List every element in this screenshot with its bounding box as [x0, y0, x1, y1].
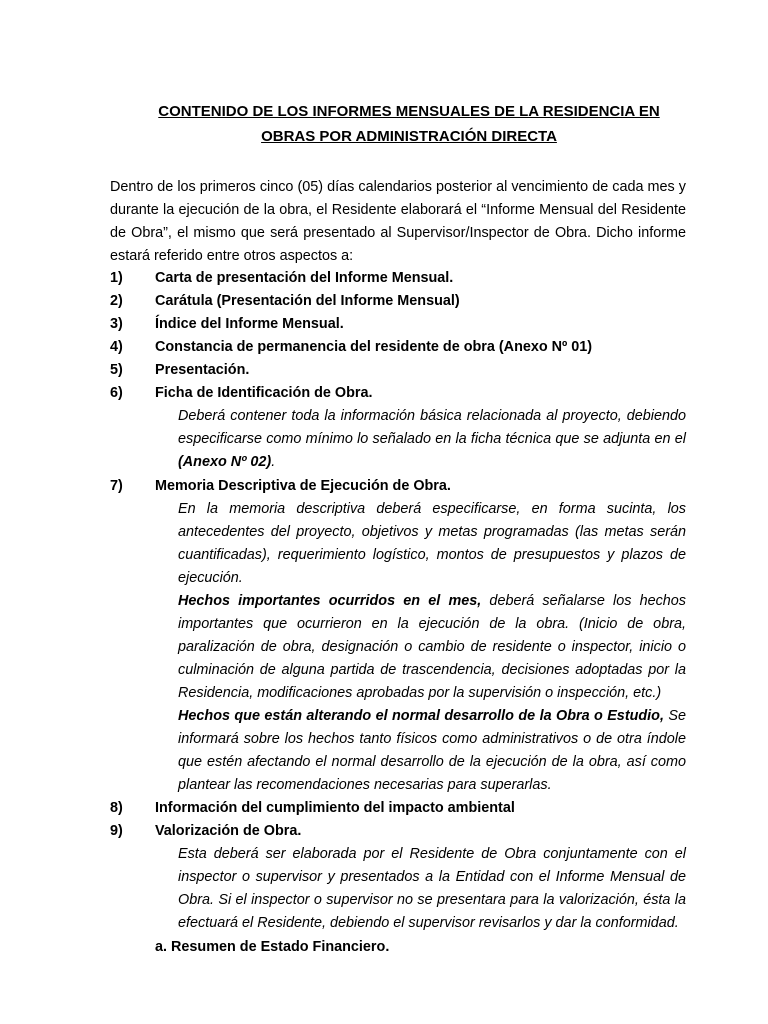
item-number: 9) — [110, 823, 123, 839]
item-number: 8) — [110, 800, 123, 816]
subitem-a: a. Resumen de Estado Financiero. — [155, 939, 390, 955]
altering-facts-heading: Hechos que están alterando el normal desarrollo de la Obra o Estudio, — [178, 708, 664, 724]
item-number: 7) — [110, 478, 123, 494]
altering-facts-text: Se informará sobre los hechos tanto físicos como administrativos o de otra índole que estén afectando el normal desarrollo de la ejecución de la obra, así como plantear las recomendaciones necesarias para superarlas. — [178, 708, 686, 793]
item-number: 5) — [110, 362, 123, 378]
item-6-end: . — [271, 454, 276, 470]
item-9-description: Esta deberá ser elaborada por el Residente de Obra conjuntamente con el inspector o supervisor y presentados a la Entidad con el Informe Mensual de Obra. Si el inspector o supervisor no se presentara para la valorización, ésta la efectuará el Residente, debiendo el supervisor revisarlos y dar la conformidad. — [178, 846, 686, 931]
item-number: 4) — [110, 339, 123, 355]
item-label: Valorización de Obra. — [155, 823, 302, 839]
important-facts-heading: Hechos importantes ocurridos en el mes, — [178, 593, 482, 609]
item-6-description — [178, 405, 686, 474]
item-label: Información del cumplimiento del impacto ambiental — [155, 800, 515, 816]
item-number: 1) — [110, 270, 123, 286]
item-7-description-1: En la memoria descriptiva deberá especificarse, en forma sucinta, los antecedentes del proyecto, objetivos y metas programadas (las metas serán cuantificadas), requerimiento logístico, montos de presupuestos y plazos de ejecución. — [178, 501, 686, 586]
item-7-description-2 — [178, 590, 686, 705]
item-label: Índice del Informe Mensual. — [155, 316, 344, 332]
important-facts-text: deberá señalarse los hechos importantes que ocurrieron en la ejecución de la obra. (Inicio de obra, paralización de obra, designación o cambio de residente o inspector, inicio o culminación de alguna partida de trascendencia, decisiones adoptadas por la Residencia, modificaciones aprobadas por la supervisión o inspección, etc.) — [178, 593, 687, 701]
intro-paragraph: Dentro de los primeros cinco (05) días calendarios posterior al vencimiento de cada mes y durante la ejecución de la obra, el Residente elaborará el “Informe Mensual del Residente de Obra”, el mismo que será presentado al Supervisor/Inspector de Obra. Dicho informe estará referido entre otros aspectos a: — [110, 179, 686, 264]
document-title-line-1: CONTENIDO DE LOS INFORMES MENSUALES DE LA RESIDENCIA EN — [158, 103, 660, 120]
item-label: Carátula (Presentación del Informe Mensual) — [155, 293, 460, 309]
item-label: Memoria Descriptiva de Ejecución de Obra. — [155, 478, 451, 494]
document-title-line-2: OBRAS POR ADMINISTRACIÓN DIRECTA — [261, 128, 557, 145]
item-label: Presentación. — [155, 362, 250, 378]
item-number: 2) — [110, 293, 123, 309]
item-label: Carta de presentación del Informe Mensual. — [155, 270, 454, 286]
item-6-text: Deberá contener toda la información básica relacionada al proyecto, debiendo especificarse como mínimo lo señalado en la ficha técnica que se adjunta en el — [178, 408, 686, 447]
annex-reference: (Anexo Nº 02) — [178, 454, 272, 470]
item-number: 6) — [110, 385, 123, 401]
item-number: 3) — [110, 316, 123, 332]
item-label: Constancia de permanencia del residente de obra (Anexo Nº 01) — [155, 339, 593, 355]
item-label: Ficha de Identificación de Obra. — [155, 385, 373, 401]
item-7-description-3 — [178, 705, 686, 797]
